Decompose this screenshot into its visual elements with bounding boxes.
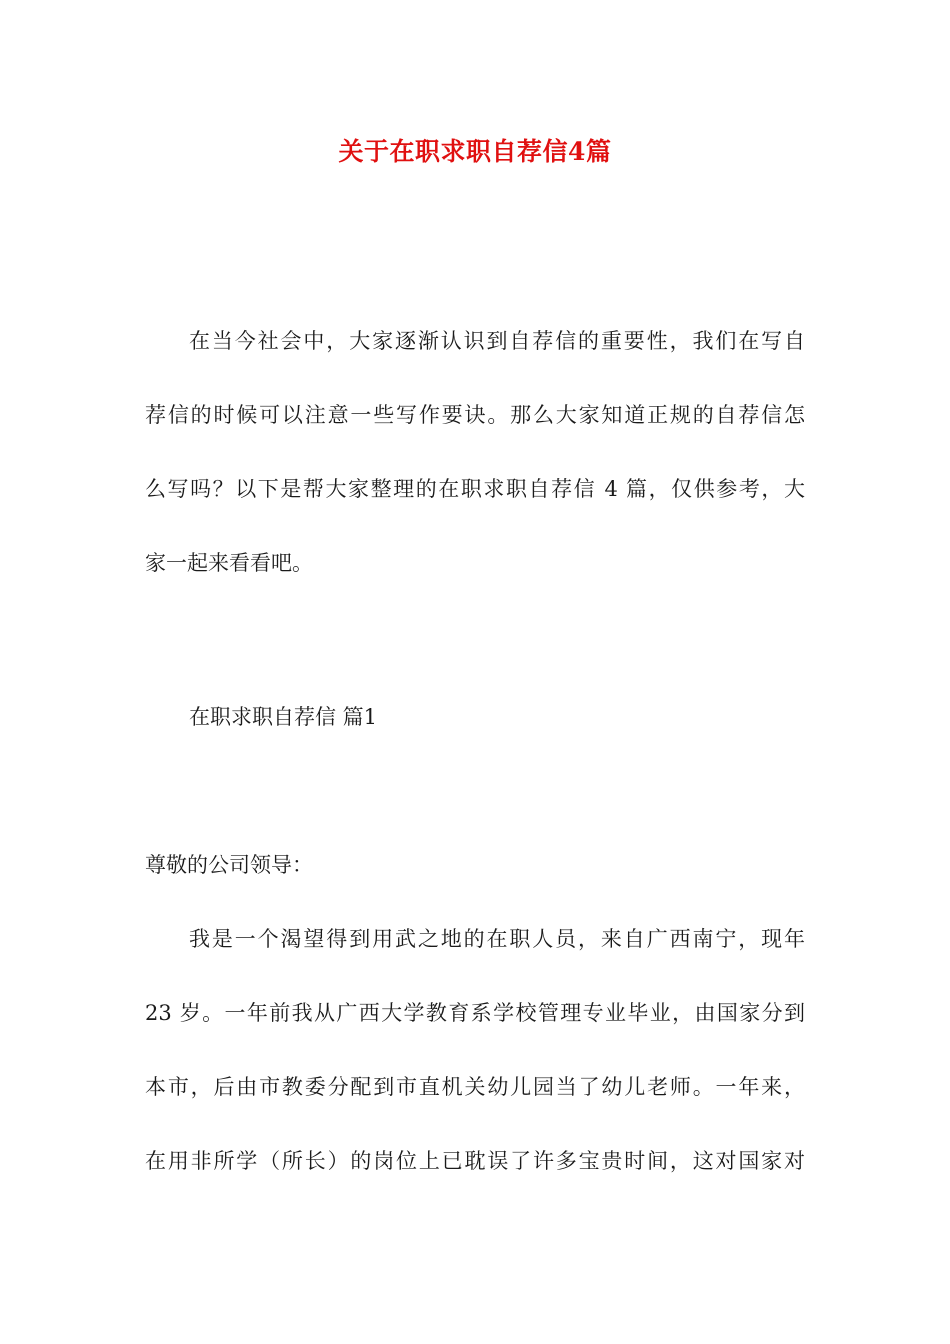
intro-line: 在当今社会中，大家逐渐认识到自荐信的重要性，我们在写自 xyxy=(189,329,805,353)
body-line: 23 岁。一年前我从广西大学教育系学校管理专业毕业，由国家分到 xyxy=(145,1001,805,1025)
body-line: 我是一个渴望得到用武之地的在职人员，来自广西南宁，现年 xyxy=(189,927,805,951)
salutation: 尊敬的公司领导： xyxy=(145,853,313,877)
section-heading: 在职求职自荐信 篇1 xyxy=(189,705,378,729)
intro-line: 家一起来看看吧。 xyxy=(145,551,313,575)
body-line: 本市，后由市教委分配到市直机关幼儿园当了幼儿老师。一年来， xyxy=(145,1075,805,1099)
document-title: 关于在职求职自荐信4篇 xyxy=(338,137,612,166)
intro-line: 么写吗？以下是帮大家整理的在职求职自荐信 4 篇，仅供参考，大 xyxy=(145,477,805,501)
body-line: 在用非所学（所长）的岗位上已耽误了许多宝贵时间，这对国家对 xyxy=(145,1149,805,1173)
intro-line: 荐信的时候可以注意一些写作要诀。那么大家知道正规的自荐信怎 xyxy=(145,403,805,427)
